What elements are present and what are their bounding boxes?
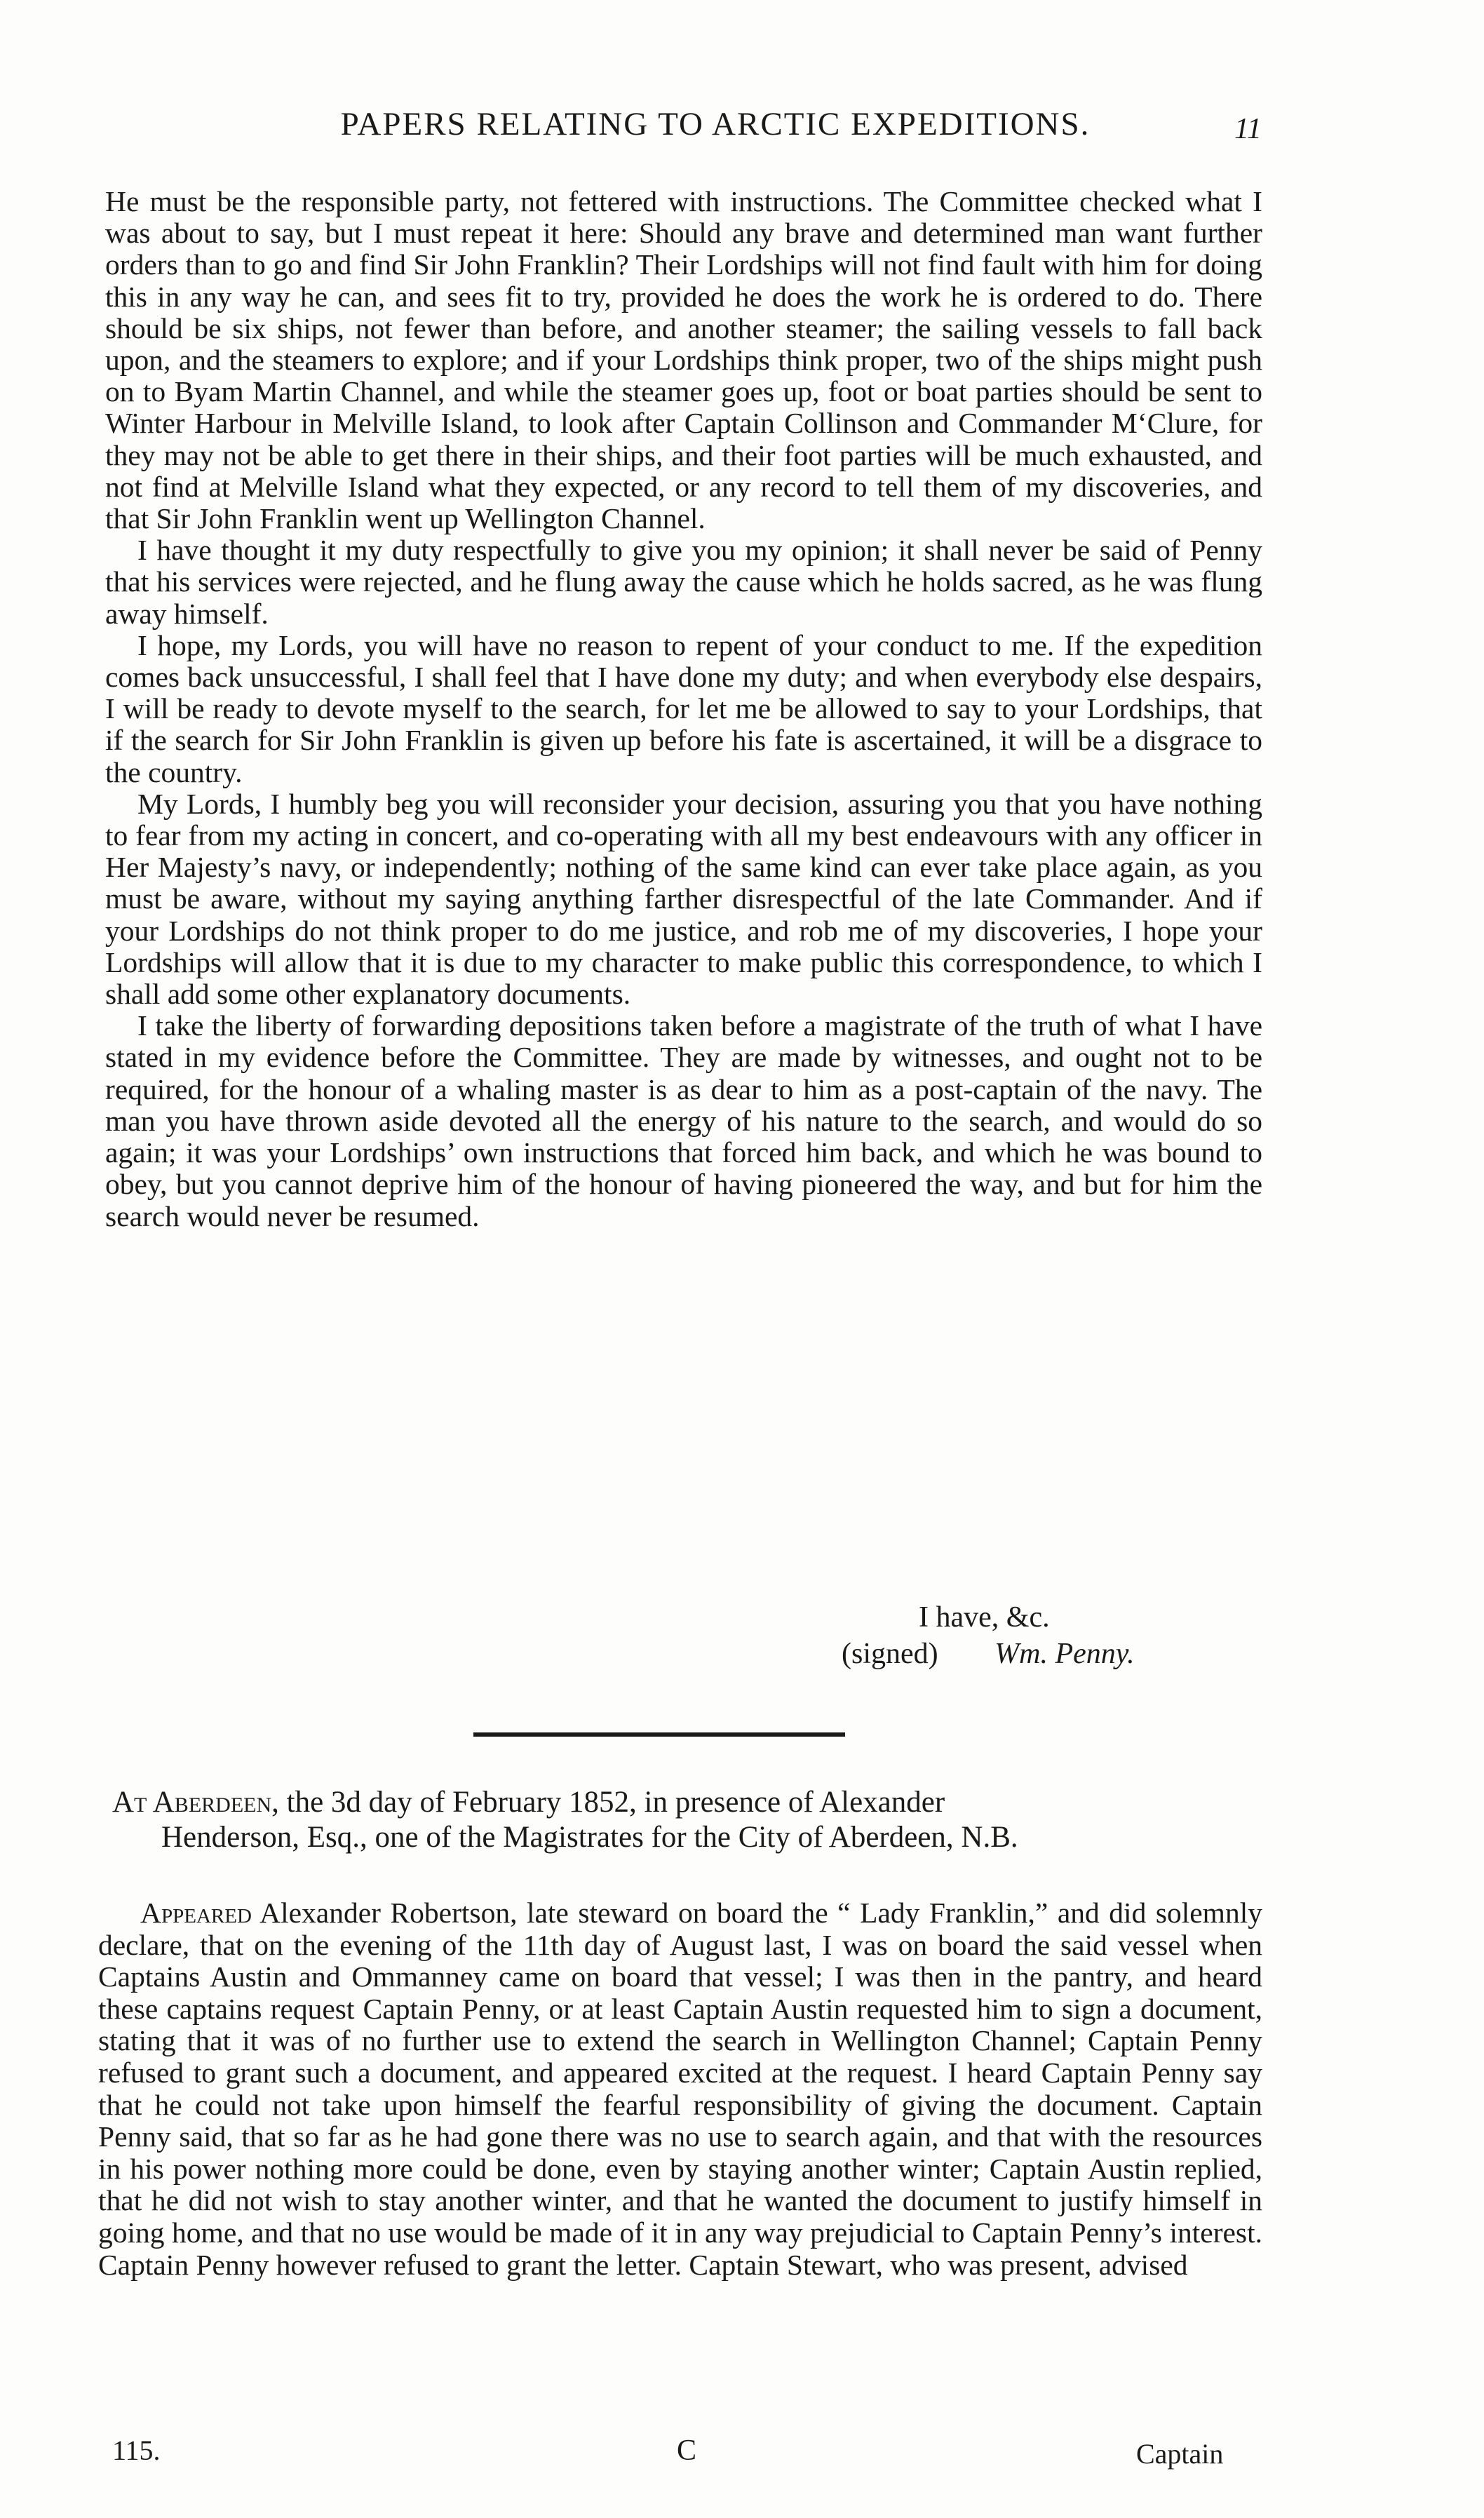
deposition-heading	[112, 1785, 1262, 1855]
running-head: PAPERS RELATING TO ARCTIC EXPEDITIONS.	[340, 106, 1091, 142]
paragraph: I take the liberty of forwarding depositions taken before a magistrate of the truth of what I have stated in my evidence before the Committee. They are made by witnesses, and ought not to be required, for the honour of a whaling master is as dear to him as a post-captain of the navy. The man you have thrown aside devoted all the energy of his nature to the search, and would do so again; it was your Lordships’ own instructions that forced him back, and which he was bound to obey, but you cannot deprive him of the honour of having pioneered the way, and but for him the search would never be resumed.	[105, 1009, 1262, 1232]
signature-mark: 115.	[112, 2435, 161, 2466]
page-number: 11	[1234, 113, 1262, 145]
catchword: Captain	[1136, 2438, 1224, 2470]
deposition-heading-line2: Henderson, Esq., one of the Magistrates for the City of Aberdeen, N.B.	[161, 1821, 1018, 1854]
closing-signature-line	[842, 1636, 1135, 1672]
deposition-body	[98, 1897, 1262, 2281]
lead-word: Appeared	[140, 1897, 252, 1929]
signature: Wm. Penny.	[994, 1638, 1135, 1670]
deposition-heading-line1	[112, 1785, 1262, 1820]
paragraph: He must be the responsible party, not fettered with instructions. The Committee checked what I was about to say, but I must repeat it here: Should any brave and determined man want further orders than to go and find Sir John Franklin? Their Lordships will not find fault with him for doing this in any way he can, and sees fit to try, provided he does the work he is ordered to do. There should be six ships, not fewer than before, and another steamer; the sailing vessels to fall back upon, and the steamers to explore; and if your Lordships think proper, two of the ships might push on to Byam Martin Channel, and while the steamer goes up, foot or boat parties should be sent to Winter Harbour in Melville Island, to look after Captain Collinson and Commander M‘Clure, for they may not be able to get there in their ships, and their foot parties will be much exhausted, and not find at Melville Island what they expected, or any record to tell them of my discoveries, and that Sir John Franklin went up Wellington Channel.	[105, 185, 1262, 535]
signed-label: (signed)	[842, 1638, 938, 1670]
paragraph: I hope, my Lords, you will have no reason to repent of your conduct to me. If the expedition comes back unsuccessful, I shall feel that I have done my duty; and when everybody else despairs, I will be ready to devote myself to the search, for let me be allowed to say to your Lordships, that if the search for Sir John Franklin is given up before his fate is ascertained, it will be a disgrace to the country.	[105, 628, 1262, 788]
closing-salutation: I have, &c.	[919, 1601, 1050, 1634]
deposition-text: Alexander Robertson, late steward on board the “ Lady Franklin,” and did solemnly declare, that on the evening of the 11th day of August last, I was on board the said vessel when Captains Austin and Ommanney came on board that vessel; I was then in the pantry, and heard these captains request Captain Penny, or at least Captain Austin requested him to sign a document, stating that it was of no further use to extend the search in Wellington Channel; Captain Penny refused to grant such a document, and appeared excited at the request. I heard Captain Penny say that he could not take upon himself the fearful responsibility of giving the document. Captain Penny said, that so far as he had gone there was no use to search again, and that with the resources in his power nothing more could be done, even by staying another winter; Captain Austin replied, that he did not wish to stay another winter, and that he wanted the document to justify himself in going home, and that no use would be made of it in any way prejudicial to Captain Penny’s interest. Captain Penny however refused to grant the letter. Captain Stewart, who was present, advised	[98, 1897, 1262, 2281]
sheet-letter: C	[677, 2435, 697, 2467]
place-label: At Aberdeen	[112, 1786, 272, 1819]
paragraph	[98, 1897, 1262, 2281]
paragraph: I have thought it my duty respectfully to give you my opinion; it shall never be said of Penny that his services were rejected, and he flung away the cause which he holds sacred, as he was flung away himself.	[105, 534, 1262, 630]
paragraph: My Lords, I humbly beg you will reconsider your decision, assuring you that you have nothing to fear from my acting in concert, and co-operating with all my best endeavours with any officer in Her Majesty’s navy, or independently; nothing of the same kind can ever take place again, as you must be aware, without my saying anything farther disrespectful of the late Commander. And if your Lordships do not think proper to do me justice, and rob me of my discoveries, I hope your Lordships will allow that it is due to my character to make public this correspondence, to which I shall add some other explanatory documents.	[105, 787, 1262, 1011]
section-divider	[473, 1732, 845, 1737]
heading-rest: , the 3d day of February 1852, in presence of Alexander	[271, 1786, 945, 1819]
letter-body	[105, 186, 1262, 1232]
letter-closing	[842, 1599, 1135, 1672]
